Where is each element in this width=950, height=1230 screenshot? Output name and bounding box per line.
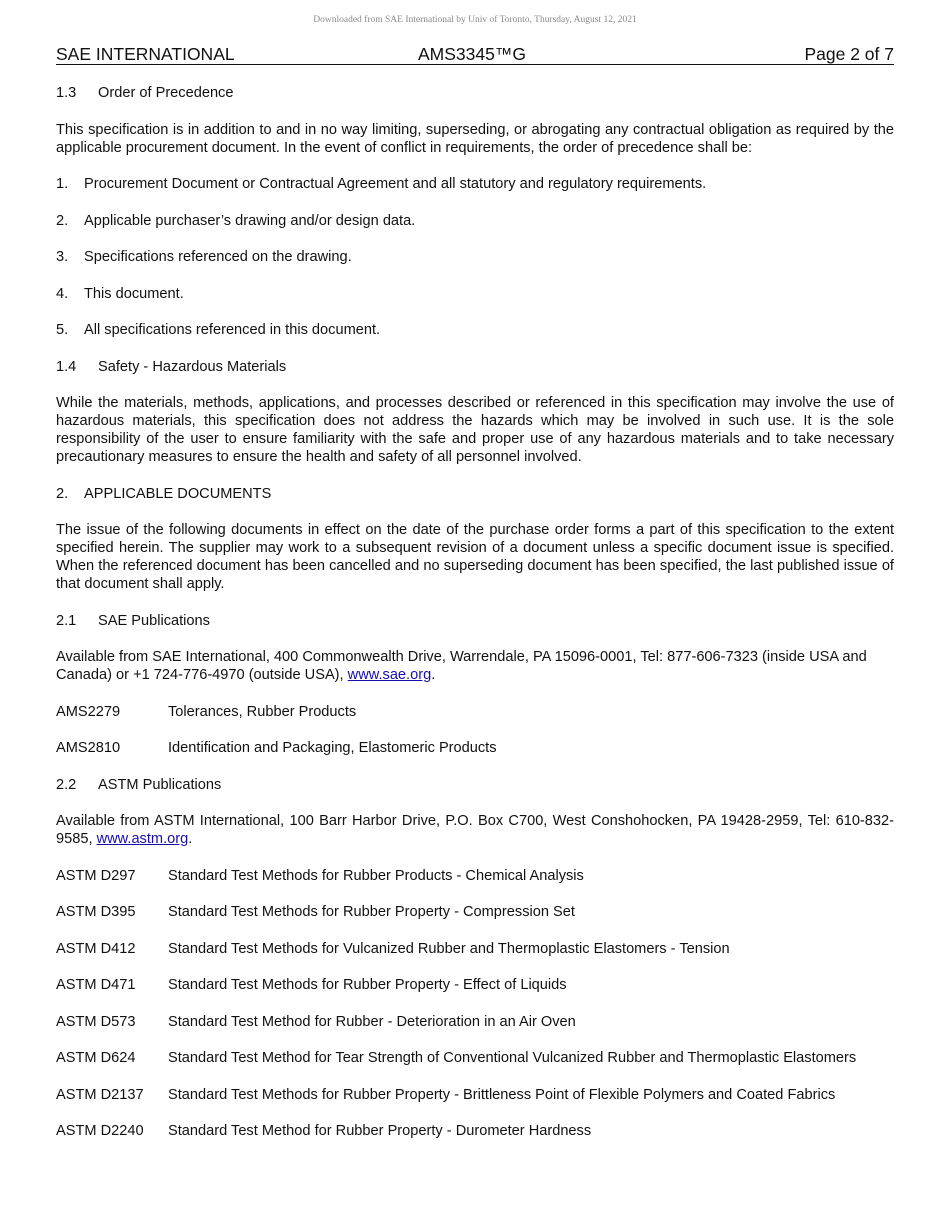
- precedence-item: [56, 321, 894, 339]
- section-heading-2-2: [56, 776, 894, 794]
- reference-title: Identification and Packaging, Elastomeric Products: [168, 740, 497, 756]
- section-title: APPLICABLE DOCUMENTS: [84, 485, 272, 502]
- reference-title: Tolerances, Rubber Products: [168, 703, 357, 720]
- section-heading-2-1: [56, 612, 894, 630]
- availability-text: Available from ASTM International, 100 Barr Harbor Drive, P.O. Box C700, West Conshohocken, PA 19428-2959, Tel: 610-832-9585,: [56, 813, 894, 847]
- reference-row: [56, 940, 894, 958]
- reference-code: ASTM D573: [56, 1013, 136, 1030]
- availability-text: Available from SAE International, 400 Commonwealth Drive, Warrendale, PA 15096-0001, Tel: 877-606-7323 (inside USA and Canada) or +1 724-776-4970 (outside USA),: [56, 649, 867, 683]
- reference-code: ASTM D2137: [56, 1086, 144, 1103]
- reference-title: Standard Test Methods for Rubber Products - Chemical Analysis: [168, 867, 584, 884]
- reference-row: [56, 739, 894, 757]
- section-heading-1-3: [56, 84, 894, 102]
- section-number: 2.: [56, 485, 69, 502]
- reference-code: ASTM D2240: [56, 1123, 144, 1139]
- section-number: 2.1: [56, 612, 77, 629]
- reference-code: AMS2810: [56, 740, 121, 756]
- page-header: [56, 44, 894, 65]
- order-of-precedence-paragraph: This specification is in addition to and in no way limiting, superseding, or abrogating any contractual obligation as required by the applicable procurement document. In the event of conflict in requirements, the order of precedence shall be:: [56, 121, 894, 156]
- header-org: SAE INTERNATIONAL: [56, 44, 235, 64]
- item-text: All specifications referenced in this document.: [84, 322, 381, 338]
- header-page-number: Page 2 of 7: [804, 44, 894, 64]
- period: .: [431, 667, 436, 683]
- reference-code: ASTM D412: [56, 940, 136, 957]
- reference-title: Standard Test Methods for Vulcanized Rubber and Thermoplastic Elastomers - Tension: [168, 940, 730, 957]
- reference-title: Standard Test Method for Rubber Property - Durometer Hardness: [168, 1123, 592, 1139]
- section-heading-1-4: [56, 358, 894, 376]
- reference-title: Standard Test Method for Rubber - Deterioration in an Air Oven: [168, 1013, 576, 1030]
- reference-row: [56, 867, 894, 885]
- item-text: This document.: [84, 285, 184, 302]
- item-number: 5.: [56, 322, 69, 338]
- item-number: 4.: [56, 285, 69, 302]
- applicable-documents-paragraph: The issue of the following documents in effect on the date of the purchase order forms a part of this specification to the extent specified herein. The supplier may work to a subsequent revision of a document unless a specific document issue is specified. When the referenced document has been cancelled and no superseding document has been specified, the last published issue of that document shall apply.: [56, 522, 894, 592]
- section-number: 2.2: [56, 776, 77, 793]
- reference-code: ASTM D624: [56, 1050, 136, 1066]
- reference-row: [56, 976, 894, 994]
- precedence-item: [56, 285, 894, 303]
- item-number: 2.: [56, 212, 69, 229]
- document-body: [56, 84, 894, 1159]
- reference-title: Standard Test Methods for Rubber Property - Effect of Liquids: [168, 977, 567, 993]
- item-text: Applicable purchaser’s drawing and/or design data.: [84, 212, 416, 229]
- precedence-item: [56, 175, 894, 193]
- reference-row: [56, 703, 894, 721]
- reference-title: Standard Test Methods for Rubber Property - Brittleness Point of Flexible Polymers and Coated Fabrics: [168, 1086, 836, 1103]
- reference-title: Standard Test Method for Tear Strength of Conventional Vulcanized Rubber and Thermoplastic Elastomers: [168, 1050, 857, 1066]
- item-number: 3.: [56, 249, 69, 265]
- section-number: 1.3: [56, 85, 77, 101]
- reference-row: [56, 1049, 894, 1067]
- reference-row: [56, 1013, 894, 1031]
- reference-title: Standard Test Methods for Rubber Property - Compression Set: [168, 904, 575, 920]
- header-doc-number: AMS3345™G: [418, 44, 526, 64]
- item-text: Procurement Document or Contractual Agreement and all statutory and regulatory requirements.: [84, 176, 707, 192]
- item-number: 1.: [56, 176, 69, 192]
- section-title: ASTM Publications: [98, 776, 222, 793]
- reference-code: ASTM D395: [56, 904, 136, 920]
- reference-row: [56, 1086, 894, 1104]
- section-title: Safety - Hazardous Materials: [98, 358, 287, 375]
- safety-paragraph: While the materials, methods, applications, and processes described or referenced in this specification may involve the use of hazardous materials, this specification does not address the hazards which may be involved in such use. It is the sole responsibility of the user to ensure familiarity with the safe and proper use of any hazardous materials and to take necessary precautionary measures to ensure the health and safety of all personnel involved.: [56, 395, 894, 465]
- precedence-item: [56, 212, 894, 230]
- download-watermark: Downloaded from SAE International by Univ of Toronto, Thursday, August 12, 2021: [313, 15, 637, 25]
- reference-code: AMS2279: [56, 703, 121, 720]
- reference-row: [56, 903, 894, 921]
- reference-row: [56, 1122, 894, 1140]
- sae-website-link[interactable]: www.sae.org: [347, 667, 432, 683]
- astm-website-link[interactable]: www.astm.org: [96, 831, 189, 847]
- section-heading-2: [56, 485, 894, 503]
- item-text: Specifications referenced on the drawing.: [84, 249, 352, 265]
- period: .: [188, 831, 193, 847]
- section-number: 1.4: [56, 358, 77, 375]
- precedence-item: [56, 248, 894, 266]
- reference-code: ASTM D297: [56, 867, 136, 884]
- sae-availability-paragraph: [56, 648, 894, 684]
- reference-code: ASTM D471: [56, 977, 136, 993]
- astm-availability-paragraph: [56, 812, 894, 848]
- section-title: Order of Precedence: [98, 85, 234, 101]
- section-title: SAE Publications: [98, 612, 210, 629]
